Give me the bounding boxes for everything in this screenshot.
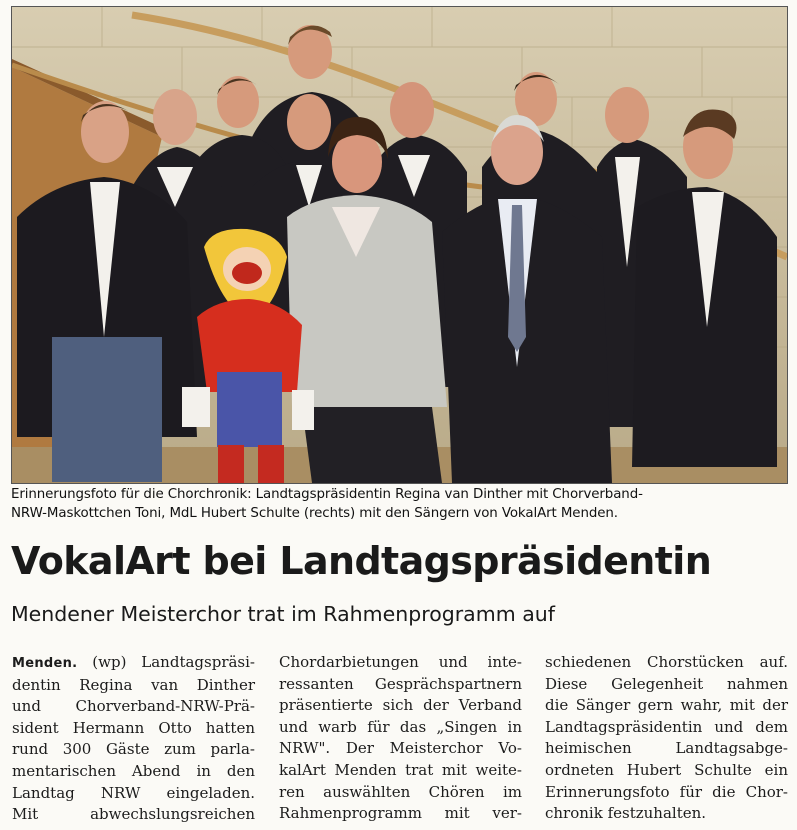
article-column-1	[12, 652, 255, 826]
body-line: NRW". Der Meisterchor Vo-	[279, 739, 522, 758]
body-line: die Sänger gern wahr, mit der	[545, 696, 788, 715]
body-line: rund 300 Gäste zum parla-	[12, 740, 255, 759]
group-photo	[11, 6, 788, 484]
body-line: Landtag NRW eingeladen.	[12, 783, 255, 802]
body-line: Rahmenprogramm mit ver-	[279, 804, 522, 823]
body-line: Diese Gelegenheit nahmen	[545, 674, 788, 693]
dateline: Menden.	[12, 656, 78, 671]
body-line: (wp) Landtagspräsi-	[77, 653, 255, 671]
body-line: und Chorverband-NRW-Prä-	[12, 697, 255, 716]
caption-line: NRW-Maskottchen Toni, MdL Hubert Schulte (rechts) mit den Sängern von VokalArt Menden.	[11, 506, 618, 521]
body-line: chronik festzuhalten.	[545, 804, 707, 823]
group-photo-illustration	[12, 7, 787, 483]
body-line: ren auswählten Chören im	[279, 782, 522, 801]
article-column-2	[279, 652, 522, 825]
body-line: und warb für das „Singen in	[279, 717, 522, 736]
body-line: kalArt Menden trat mit weite-	[279, 760, 522, 779]
body-line: heimischen Landtagsabge-	[545, 739, 788, 758]
body-line: Landtagspräsidentin und dem	[545, 717, 788, 736]
body-line: Erinnerungsfoto für die Chor-	[545, 782, 788, 801]
body-line: sident Hermann Otto hatten	[12, 718, 255, 737]
body-line: ressanten Gesprächspartnern	[279, 674, 522, 693]
body-line: Mit abwechslungsreichen	[12, 805, 255, 824]
body-line: mentarischen Abend in den	[12, 761, 255, 780]
body-line: präsentierte sich der Verband	[279, 696, 522, 715]
caption-line: Erinnerungsfoto für die Chorchronik: Landtagspräsidentin Regina van Dinther mit Chorverband-	[11, 487, 643, 502]
photo-caption	[11, 485, 791, 523]
body-line: ordneten Hubert Schulte ein	[545, 760, 788, 779]
body-line: schiedenen Chorstücken auf.	[545, 653, 788, 671]
body-line: Chordarbietungen und inte-	[279, 653, 522, 671]
body-line: dentin Regina van Dinther	[12, 675, 255, 694]
subheadline: Mendener Meisterchor trat im Rahmenprogramm auf	[11, 602, 555, 626]
article-column-3	[545, 652, 788, 825]
headline: VokalArt bei Landtagspräsidentin	[11, 539, 712, 583]
